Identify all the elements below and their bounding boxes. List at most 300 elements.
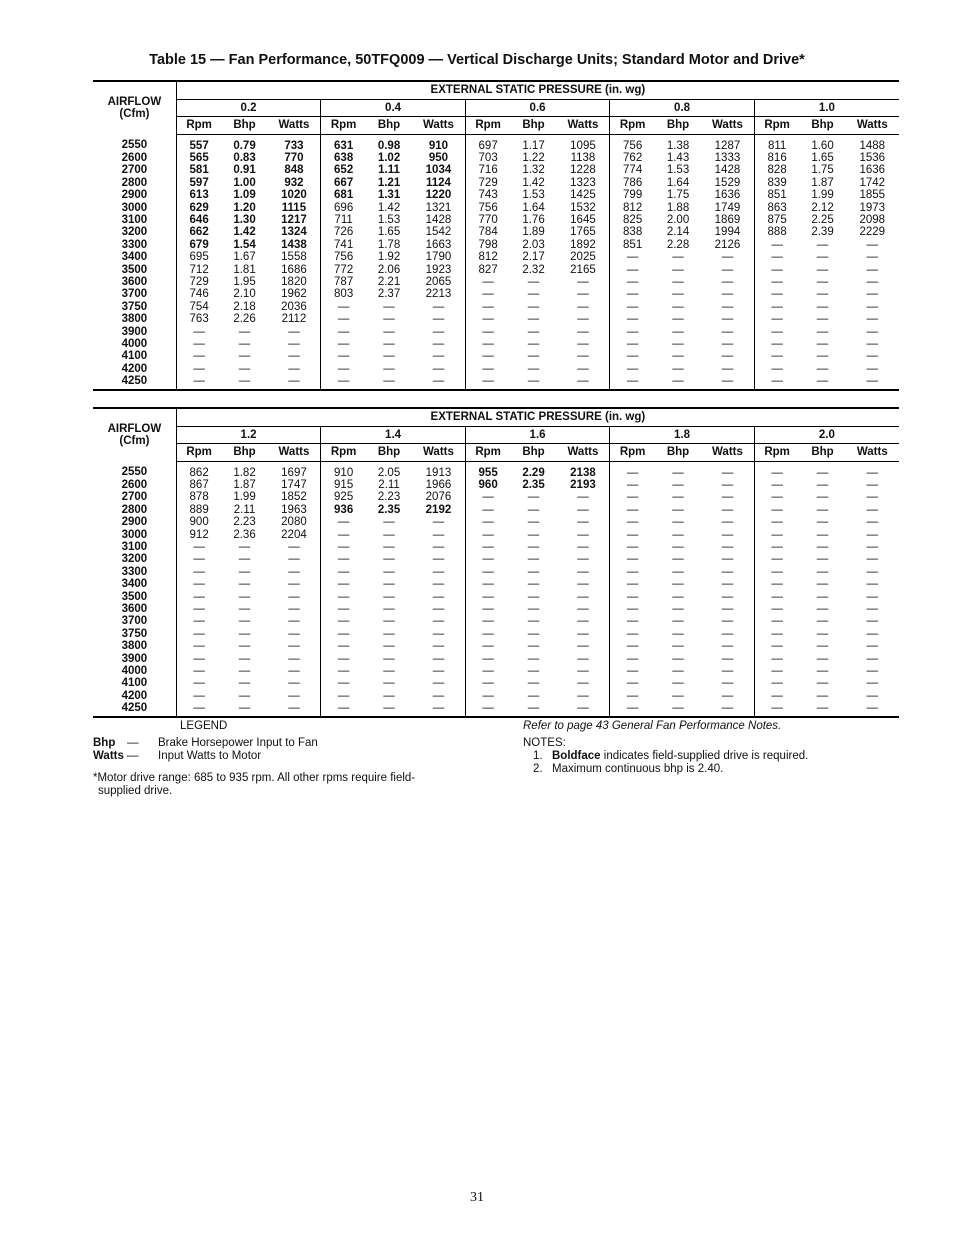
value-cell: —: [412, 338, 465, 350]
value-cell: —: [337, 516, 350, 529]
pressure-group-header: 1.0: [754, 99, 899, 116]
airflow-cell: 3900: [93, 326, 176, 338]
value-cell: 729: [189, 275, 209, 288]
value-cell: 2192: [412, 504, 465, 516]
value-cell: —: [268, 541, 321, 553]
value-cell: 1.60: [811, 139, 834, 152]
value-cell: —: [527, 689, 540, 702]
value-cell: —: [527, 565, 540, 578]
value-cell: —: [482, 528, 494, 541]
value-cell: —: [268, 566, 321, 578]
value-cell: —: [866, 375, 879, 388]
value-cell: —: [816, 578, 829, 591]
value-cell: —: [866, 350, 879, 363]
value-cell: —: [238, 652, 251, 665]
value-cell: —: [383, 325, 395, 338]
value-cell: 2138: [557, 461, 610, 479]
value-cell: —: [193, 362, 205, 375]
value-cell: —: [337, 677, 350, 690]
value-cell: —: [527, 313, 540, 326]
value-cell: 1.87: [811, 176, 834, 189]
airflow-header-line: AIRFLOW: [107, 95, 162, 108]
value-cell: —: [816, 275, 829, 288]
value-cell: 763: [189, 313, 209, 326]
value-cell: —: [527, 627, 540, 640]
value-cell: —: [866, 540, 879, 553]
table-row: [93, 615, 899, 627]
value-cell: —: [337, 375, 350, 388]
value-cell: —: [672, 565, 684, 578]
value-cell: 1.53: [522, 189, 545, 202]
table-row: [93, 541, 899, 553]
value-cell: —: [268, 628, 321, 640]
value-cell: 932: [268, 177, 321, 189]
value-cell: 716: [478, 164, 498, 177]
value-cell: 1323: [557, 177, 610, 189]
value-cell: —: [527, 288, 540, 301]
value-cell: 774: [623, 164, 643, 177]
value-cell: —: [412, 702, 465, 716]
value-cell: —: [383, 565, 395, 578]
value-cell: —: [412, 375, 465, 389]
legend-item: [93, 737, 473, 750]
value-cell: —: [866, 615, 879, 628]
value-cell: —: [412, 690, 465, 702]
value-cell: 581: [189, 164, 209, 177]
value-cell: 1636: [701, 189, 754, 201]
value-cell: 695: [189, 251, 209, 264]
value-cell: 697: [478, 139, 498, 152]
value-cell: —: [238, 627, 251, 640]
value-cell: —: [412, 313, 465, 325]
value-cell: 1697: [268, 461, 321, 479]
value-cell: 910: [334, 466, 354, 479]
value-cell: —: [701, 491, 754, 503]
value-cell: —: [816, 590, 829, 603]
value-cell: —: [701, 628, 754, 640]
value-cell: —: [557, 615, 610, 627]
value-cell: —: [268, 375, 321, 389]
value-cell: —: [771, 565, 783, 578]
value-cell: —: [866, 553, 879, 566]
table-row: [93, 578, 899, 590]
airflow-header-line: (Cfm): [119, 108, 150, 120]
value-cell: —: [626, 325, 639, 338]
value-cell: 1542: [412, 226, 465, 238]
value-cell: 828: [767, 164, 787, 177]
value-cell: 2.11: [378, 478, 400, 491]
value-cell: —: [866, 565, 879, 578]
table-row: [93, 653, 899, 665]
value-cell: 1.02: [377, 151, 401, 164]
value-cell: —: [482, 516, 494, 529]
value-cell: 1425: [557, 189, 610, 201]
value-cell: —: [672, 528, 684, 541]
value-cell: —: [701, 363, 754, 375]
table-row: [93, 350, 899, 362]
value-cell: —: [672, 578, 684, 591]
airflow-cell: 2800: [93, 504, 176, 516]
value-cell: —: [527, 362, 540, 375]
value-cell: 1.81: [233, 263, 256, 276]
value-cell: —: [383, 590, 395, 603]
value-cell: 1.21: [377, 176, 401, 189]
table-row: [93, 313, 899, 325]
value-cell: —: [771, 652, 783, 665]
value-cell: —: [626, 528, 639, 541]
value-cell: —: [412, 363, 465, 375]
value-cell: —: [238, 590, 251, 603]
value-cell: 862: [189, 466, 209, 479]
value-cell: —: [672, 313, 684, 326]
value-cell: —: [866, 516, 879, 529]
value-cell: —: [672, 263, 684, 276]
value-cell: —: [701, 301, 754, 313]
value-cell: —: [866, 362, 879, 375]
airflow-header-line: (Cfm): [119, 435, 150, 447]
table-row: [93, 338, 899, 350]
value-cell: —: [238, 362, 251, 375]
value-cell: 1124: [412, 177, 465, 189]
value-cell: 825: [623, 213, 643, 226]
value-cell: 756: [478, 201, 498, 214]
value-cell: —: [482, 375, 494, 388]
value-cell: —: [816, 375, 829, 388]
value-cell: —: [701, 479, 754, 491]
page-number: 31: [470, 1190, 484, 1205]
note-bold: Boldface: [552, 750, 601, 762]
value-cell: —: [672, 275, 684, 288]
value-cell: —: [482, 702, 494, 715]
value-cell: 0.79: [233, 139, 256, 152]
value-cell: —: [816, 338, 829, 350]
value-cell: 631: [334, 139, 354, 152]
value-cell: —: [238, 350, 251, 363]
value-cell: 1095: [557, 134, 610, 152]
note-item: [533, 763, 893, 776]
value-cell: —: [771, 503, 783, 516]
value-cell: —: [626, 665, 639, 677]
value-cell: 1.54: [233, 238, 256, 251]
value-cell: —: [482, 325, 494, 338]
value-cell: —: [701, 288, 754, 300]
value-cell: 2.14: [666, 226, 690, 239]
airflow-cell: 3800: [93, 313, 176, 325]
value-cell: —: [383, 578, 395, 591]
value-cell: —: [626, 553, 639, 566]
value-cell: —: [771, 300, 783, 313]
value-cell: —: [412, 326, 465, 338]
value-cell: —: [771, 238, 783, 251]
value-cell: —: [337, 615, 350, 628]
value-cell: 1869: [701, 214, 754, 226]
value-cell: —: [816, 466, 829, 479]
table-row: [93, 566, 899, 578]
value-cell: 1.32: [522, 164, 545, 177]
value-cell: 1994: [701, 226, 754, 238]
value-cell: —: [771, 478, 783, 491]
value-cell: —: [626, 602, 639, 615]
value-cell: —: [701, 553, 754, 565]
value-cell: 1.31: [377, 189, 401, 202]
value-cell: —: [557, 491, 610, 503]
value-cell: 1.30: [233, 213, 256, 226]
value-cell: —: [701, 276, 754, 288]
airflow-cell: 3400: [93, 578, 176, 590]
value-cell: 1536: [859, 151, 886, 164]
note-number: 1.: [533, 750, 543, 762]
value-cell: —: [527, 516, 540, 529]
value-cell: —: [866, 478, 879, 491]
value-cell: —: [193, 602, 205, 615]
value-cell: —: [866, 528, 879, 541]
value-cell: 703: [478, 151, 498, 164]
value-cell: —: [866, 702, 879, 715]
value-cell: —: [866, 689, 879, 702]
value-cell: —: [701, 504, 754, 516]
value-cell: —: [771, 640, 783, 653]
value-cell: —: [816, 516, 829, 529]
value-cell: 803: [334, 288, 354, 301]
value-cell: 565: [189, 151, 209, 164]
airflow-cell: 2700: [93, 164, 176, 176]
value-cell: —: [238, 677, 251, 690]
value-cell: 878: [189, 491, 209, 504]
value-cell: —: [383, 338, 395, 350]
value-cell: —: [626, 627, 639, 640]
value-cell: —: [238, 375, 251, 388]
column-header-watts: Watts: [701, 443, 754, 461]
value-cell: 1.42: [377, 201, 401, 214]
table-row: [93, 152, 899, 164]
value-cell: —: [771, 627, 783, 640]
table-row: [93, 504, 899, 516]
airflow-cell: 3400: [93, 251, 176, 263]
value-cell: 597: [189, 176, 209, 189]
table-row: [93, 690, 899, 702]
value-cell: 811: [767, 139, 787, 152]
value-cell: 798: [478, 238, 498, 251]
value-cell: —: [482, 615, 494, 628]
value-cell: —: [337, 702, 350, 715]
airflow-cell: 2900: [93, 189, 176, 201]
table-row: [93, 177, 899, 189]
value-cell: —: [626, 251, 639, 264]
value-cell: —: [482, 590, 494, 603]
value-cell: 1.42: [233, 226, 256, 239]
value-cell: 1913: [412, 461, 465, 479]
airflow-cell: 3750: [93, 301, 176, 313]
legend-item: [93, 750, 473, 763]
value-cell: 1966: [412, 479, 465, 491]
value-cell: —: [238, 578, 251, 591]
value-cell: 756: [334, 251, 354, 264]
value-cell: 2.35: [377, 503, 401, 516]
value-cell: —: [383, 665, 395, 677]
value-cell: 1.82: [233, 466, 256, 479]
value-cell: —: [193, 627, 205, 640]
value-cell: 2098: [859, 213, 886, 226]
airflow-cell: 3600: [93, 276, 176, 288]
value-cell: —: [626, 540, 639, 553]
value-cell: —: [268, 615, 321, 627]
airflow-header-line: AIRFLOW: [107, 422, 162, 435]
value-cell: 0.83: [233, 151, 256, 164]
value-cell: 1.00: [233, 176, 256, 189]
value-cell: —: [482, 553, 494, 566]
value-cell: —: [557, 529, 610, 541]
value-cell: —: [482, 313, 494, 326]
value-cell: —: [701, 615, 754, 627]
value-cell: 2112: [268, 313, 321, 325]
value-cell: 910: [412, 134, 465, 152]
value-cell: 848: [268, 164, 321, 176]
airflow-cell: 2800: [93, 177, 176, 189]
value-cell: —: [672, 590, 684, 603]
value-cell: —: [866, 275, 879, 288]
value-cell: 915: [334, 478, 354, 491]
value-cell: —: [816, 362, 829, 375]
value-cell: —: [412, 350, 465, 362]
value-cell: —: [337, 350, 350, 363]
value-cell: —: [701, 251, 754, 263]
value-cell: —: [816, 263, 829, 276]
value-cell: —: [527, 578, 540, 591]
table-row: [93, 239, 899, 251]
airflow-cell: 3100: [93, 541, 176, 553]
value-cell: —: [527, 590, 540, 603]
value-cell: 1892: [557, 239, 610, 251]
airflow-cell: 3300: [93, 566, 176, 578]
value-cell: —: [771, 275, 783, 288]
legend-text: Brake Horsepower Input to Fan: [158, 737, 318, 749]
value-cell: 2.32: [522, 263, 545, 276]
airflow-cell: 3700: [93, 615, 176, 627]
note-text: indicates field-supplied drive is required.: [600, 750, 809, 762]
value-cell: —: [866, 640, 879, 653]
value-cell: 743: [478, 189, 498, 202]
value-cell: 746: [189, 288, 209, 301]
value-cell: —: [557, 640, 610, 652]
pressure-group-header: 1.2: [176, 426, 321, 443]
pressure-group-header: 0.6: [465, 99, 610, 116]
value-cell: 772: [334, 263, 354, 276]
value-cell: —: [672, 350, 684, 363]
value-cell: —: [412, 591, 465, 603]
value-cell: 2.29: [522, 466, 545, 479]
table-row: [93, 214, 899, 226]
value-cell: —: [383, 689, 395, 702]
value-cell: —: [771, 350, 783, 363]
value-cell: —: [626, 702, 639, 715]
value-cell: —: [816, 689, 829, 702]
value-cell: —: [626, 615, 639, 628]
value-cell: —: [268, 653, 321, 665]
value-cell: —: [193, 350, 205, 363]
column-header-rpm: Rpm: [754, 443, 799, 461]
table-row: [93, 628, 899, 640]
value-cell: 1.38: [666, 139, 690, 152]
value-cell: —: [557, 363, 610, 375]
value-cell: 726: [334, 226, 354, 239]
value-cell: —: [527, 702, 540, 715]
value-cell: —: [527, 553, 540, 566]
column-header-bhp: Bhp: [366, 116, 412, 134]
value-cell: —: [412, 603, 465, 615]
value-cell: 955: [478, 466, 498, 479]
value-cell: —: [866, 590, 879, 603]
value-cell: 1.64: [522, 201, 545, 214]
value-cell: 1217: [268, 214, 321, 226]
value-cell: —: [482, 491, 494, 504]
airflow-cell: 3300: [93, 239, 176, 251]
table-row: [93, 640, 899, 652]
value-cell: —: [337, 528, 350, 541]
value-cell: 2.03: [522, 238, 545, 251]
value-cell: 2126: [701, 239, 754, 251]
value-cell: 741: [334, 238, 354, 251]
column-header-bhp: Bhp: [655, 116, 701, 134]
value-cell: —: [557, 591, 610, 603]
value-cell: —: [672, 466, 684, 479]
value-cell: —: [193, 553, 205, 566]
value-cell: —: [816, 665, 829, 677]
column-header-rpm: Rpm: [176, 116, 221, 134]
value-cell: —: [866, 338, 879, 350]
value-cell: —: [412, 615, 465, 627]
column-header-bhp: Bhp: [221, 116, 267, 134]
value-cell: —: [482, 288, 494, 301]
value-cell: 960: [478, 478, 498, 491]
value-cell: —: [701, 326, 754, 338]
airflow-header: [93, 81, 176, 134]
notes-refer: Refer to page 43 General Fan Performance Notes.: [523, 720, 782, 732]
value-cell: —: [816, 602, 829, 615]
value-cell: —: [238, 702, 251, 715]
value-cell: —: [626, 640, 639, 653]
column-header-bhp: Bhp: [510, 116, 556, 134]
value-cell: 1.53: [666, 164, 690, 177]
value-cell: —: [626, 338, 639, 350]
value-cell: 1.65: [377, 226, 401, 239]
value-cell: —: [412, 640, 465, 652]
value-cell: —: [866, 263, 879, 276]
value-cell: —: [626, 362, 639, 375]
airflow-cell: 2900: [93, 516, 176, 528]
airflow-cell: 4200: [93, 690, 176, 702]
value-cell: 889: [189, 503, 209, 516]
value-cell: 1973: [859, 201, 886, 214]
value-cell: —: [383, 540, 395, 553]
value-cell: 2080: [268, 516, 321, 528]
value-cell: —: [701, 653, 754, 665]
value-cell: —: [771, 362, 783, 375]
value-cell: —: [557, 653, 610, 665]
column-header-rpm: Rpm: [321, 116, 366, 134]
value-cell: 851: [767, 189, 787, 202]
value-cell: —: [383, 528, 395, 541]
value-cell: —: [412, 628, 465, 640]
value-cell: —: [557, 276, 610, 288]
value-cell: 2213: [412, 288, 465, 300]
airflow-cell: 3600: [93, 603, 176, 615]
airflow-cell: 3000: [93, 529, 176, 541]
value-cell: —: [866, 466, 879, 479]
value-cell: 1742: [859, 176, 886, 189]
value-cell: —: [701, 516, 754, 528]
column-header-bhp: Bhp: [510, 443, 556, 461]
fan-performance-table-1: [93, 80, 899, 391]
